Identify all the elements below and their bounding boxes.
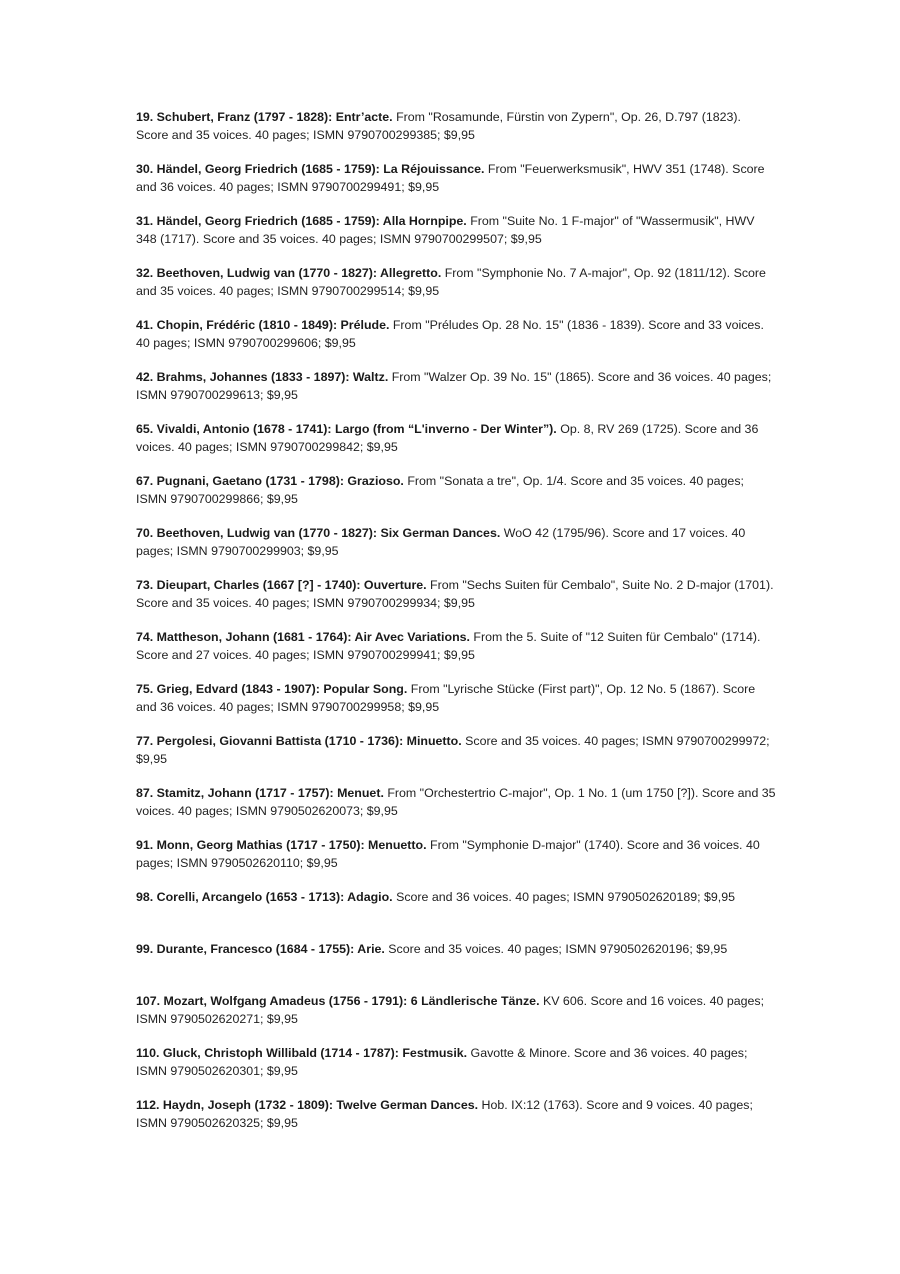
catalog-entry <box>136 836 776 872</box>
entry-details: From "Préludes Op. 28 No. 15" (1836 - 1839). Score and 33 voices. 40 pages; ISMN 9790700299606; $9,95 <box>136 318 764 350</box>
entry-heading: 112. Haydn, Joseph (1732 - 1809): Twelve German Dances. <box>136 1098 479 1112</box>
catalog-entry <box>136 212 776 248</box>
entry-heading: 74. Mattheson, Johann (1681 - 1764): Air Avec Variations. <box>136 630 470 644</box>
entry-heading: 98. Corelli, Arcangelo (1653 - 1713): Adagio. <box>136 890 393 904</box>
entry-details: From "Rosamunde, Fürstin von Zypern", Op. 26, D.797 (1823). Score and 35 voices. 40 pages; ISMN 9790700299385; $9,95 <box>136 110 741 142</box>
entry-heading: 77. Pergolesi, Giovanni Battista (1710 - 1736): Minuetto. <box>136 734 462 748</box>
entry-details: Gavotte & Minore. Score and 36 voices. 40 pages; ISMN 9790502620301; $9,95 <box>136 1046 748 1078</box>
entry-details: From "Feuerwerksmusik", HWV 351 (1748). Score and 36 voices. 40 pages; ISMN 9790700299491; $9,95 <box>136 162 765 194</box>
catalog-entry <box>136 316 776 352</box>
catalog-entry <box>136 940 776 976</box>
catalog-entry <box>136 628 776 664</box>
entry-heading: 99. Durante, Francesco (1684 - 1755): Arie. <box>136 942 385 956</box>
catalog-entry <box>136 888 776 924</box>
entry-heading: 42. Brahms, Johannes (1833 - 1897): Waltz. <box>136 370 389 384</box>
entry-details: Op. 8, RV 269 (1725). Score and 36 voices. 40 pages; ISMN 9790700299842; $9,95 <box>136 422 759 454</box>
entry-heading: 32. Beethoven, Ludwig van (1770 - 1827): Allegretto. <box>136 266 442 280</box>
entry-details: From "Symphonie No. 7 A-major", Op. 92 (1811/12). Score and 35 voices. 40 pages; ISMN 9790700299514; $9,95 <box>136 266 766 298</box>
catalog-entry <box>136 160 776 196</box>
entry-heading: 31. Händel, Georg Friedrich (1685 - 1759): Alla Hornpipe. <box>136 214 467 228</box>
entry-details: From "Walzer Op. 39 No. 15" (1865). Score and 36 voices. 40 pages; ISMN 9790700299613; $9,95 <box>136 370 772 402</box>
catalog-entry <box>136 576 776 612</box>
entry-heading: 91. Monn, Georg Mathias (1717 - 1750): Menuetto. <box>136 838 427 852</box>
catalog-entry <box>136 368 776 404</box>
catalog-entry <box>136 784 776 820</box>
entry-heading: 19. Schubert, Franz (1797 - 1828): Entr’acte. <box>136 110 393 124</box>
catalog-entry <box>136 108 776 144</box>
entry-details: From "Sechs Suiten für Cembalo", Suite No. 2 D-major (1701). Score and 35 voices. 40 pages; ISMN 9790700299934; $9,95 <box>136 578 774 610</box>
catalog-entry <box>136 992 776 1028</box>
catalog-entry <box>136 1044 776 1080</box>
catalog-entry <box>136 472 776 508</box>
catalog-entry <box>136 524 776 560</box>
entry-details: Hob. IX:12 (1763). Score and 9 voices. 40 pages; ISMN 9790502620325; $9,95 <box>136 1098 753 1130</box>
entry-details: WoO 42 (1795/96). Score and 17 voices. 40 pages; ISMN 9790700299903; $9,95 <box>136 526 746 558</box>
entry-heading: 75. Grieg, Edvard (1843 - 1907): Popular Song. <box>136 682 408 696</box>
catalog-entry <box>136 680 776 716</box>
catalog-entry <box>136 1096 776 1132</box>
entry-heading: 73. Dieupart, Charles (1667 [?] - 1740): Ouverture. <box>136 578 427 592</box>
catalog-list <box>136 108 776 1148</box>
entry-heading: 70. Beethoven, Ludwig van (1770 - 1827): Six German Dances. <box>136 526 501 540</box>
entry-heading: 67. Pugnani, Gaetano (1731 - 1798): Grazioso. <box>136 474 404 488</box>
entry-details: KV 606. Score and 16 voices. 40 pages; ISMN 9790502620271; $9,95 <box>136 994 765 1026</box>
entry-heading: 110. Gluck, Christoph Willibald (1714 - 1787): Festmusik. <box>136 1046 468 1060</box>
entry-heading: 107. Mozart, Wolfgang Amadeus (1756 - 1791): 6 Ländlerische Tänze. <box>136 994 540 1008</box>
catalog-entry <box>136 264 776 300</box>
entry-details: From the 5. Suite of "12 Suiten für Cembalo" (1714). Score and 27 voices. 40 pages; ISMN 9790700299941; $9,95 <box>136 630 761 662</box>
entry-details: From "Symphonie D-major" (1740). Score and 36 voices. 40 pages; ISMN 9790502620110; $9,95 <box>136 838 760 870</box>
entry-details: Score and 36 voices. 40 pages; ISMN 9790502620189; $9,95 <box>392 890 735 904</box>
entry-details: From "Suite No. 1 F-major" of "Wassermusik", HWV 348 (1717). Score and 35 voices. 40 pages; ISMN 9790700299507; $9,95 <box>136 214 755 246</box>
entry-heading: 41. Chopin, Frédéric (1810 - 1849): Prélude. <box>136 318 390 332</box>
catalog-entry <box>136 732 776 768</box>
catalog-entry <box>136 420 776 456</box>
entry-heading: 30. Händel, Georg Friedrich (1685 - 1759): La Réjouissance. <box>136 162 485 176</box>
entry-details: Score and 35 voices. 40 pages; ISMN 9790700299972; $9,95 <box>136 734 770 766</box>
entry-details: Score and 35 voices. 40 pages; ISMN 9790502620196; $9,95 <box>384 942 728 956</box>
entry-heading: 87. Stamitz, Johann (1717 - 1757): Menuet. <box>136 786 384 800</box>
entry-details: From "Lyrische Stücke (First part)", Op. 12 No. 5 (1867). Score and 36 voices. 40 pages; ISMN 9790700299958; $9,95 <box>136 682 756 714</box>
entry-details: From "Sonata a tre", Op. 1/4. Score and 35 voices. 40 pages; ISMN 9790700299866; $9,95 <box>136 474 744 506</box>
entry-details: From "Orchestertrio C-major", Op. 1 No. 1 (um 1750 [?]). Score and 35 voices. 40 pages; ISMN 9790502620073; $9,95 <box>136 786 776 818</box>
entry-heading: 65. Vivaldi, Antonio (1678 - 1741): Largo (from “L'inverno - Der Winter”). <box>136 422 557 436</box>
